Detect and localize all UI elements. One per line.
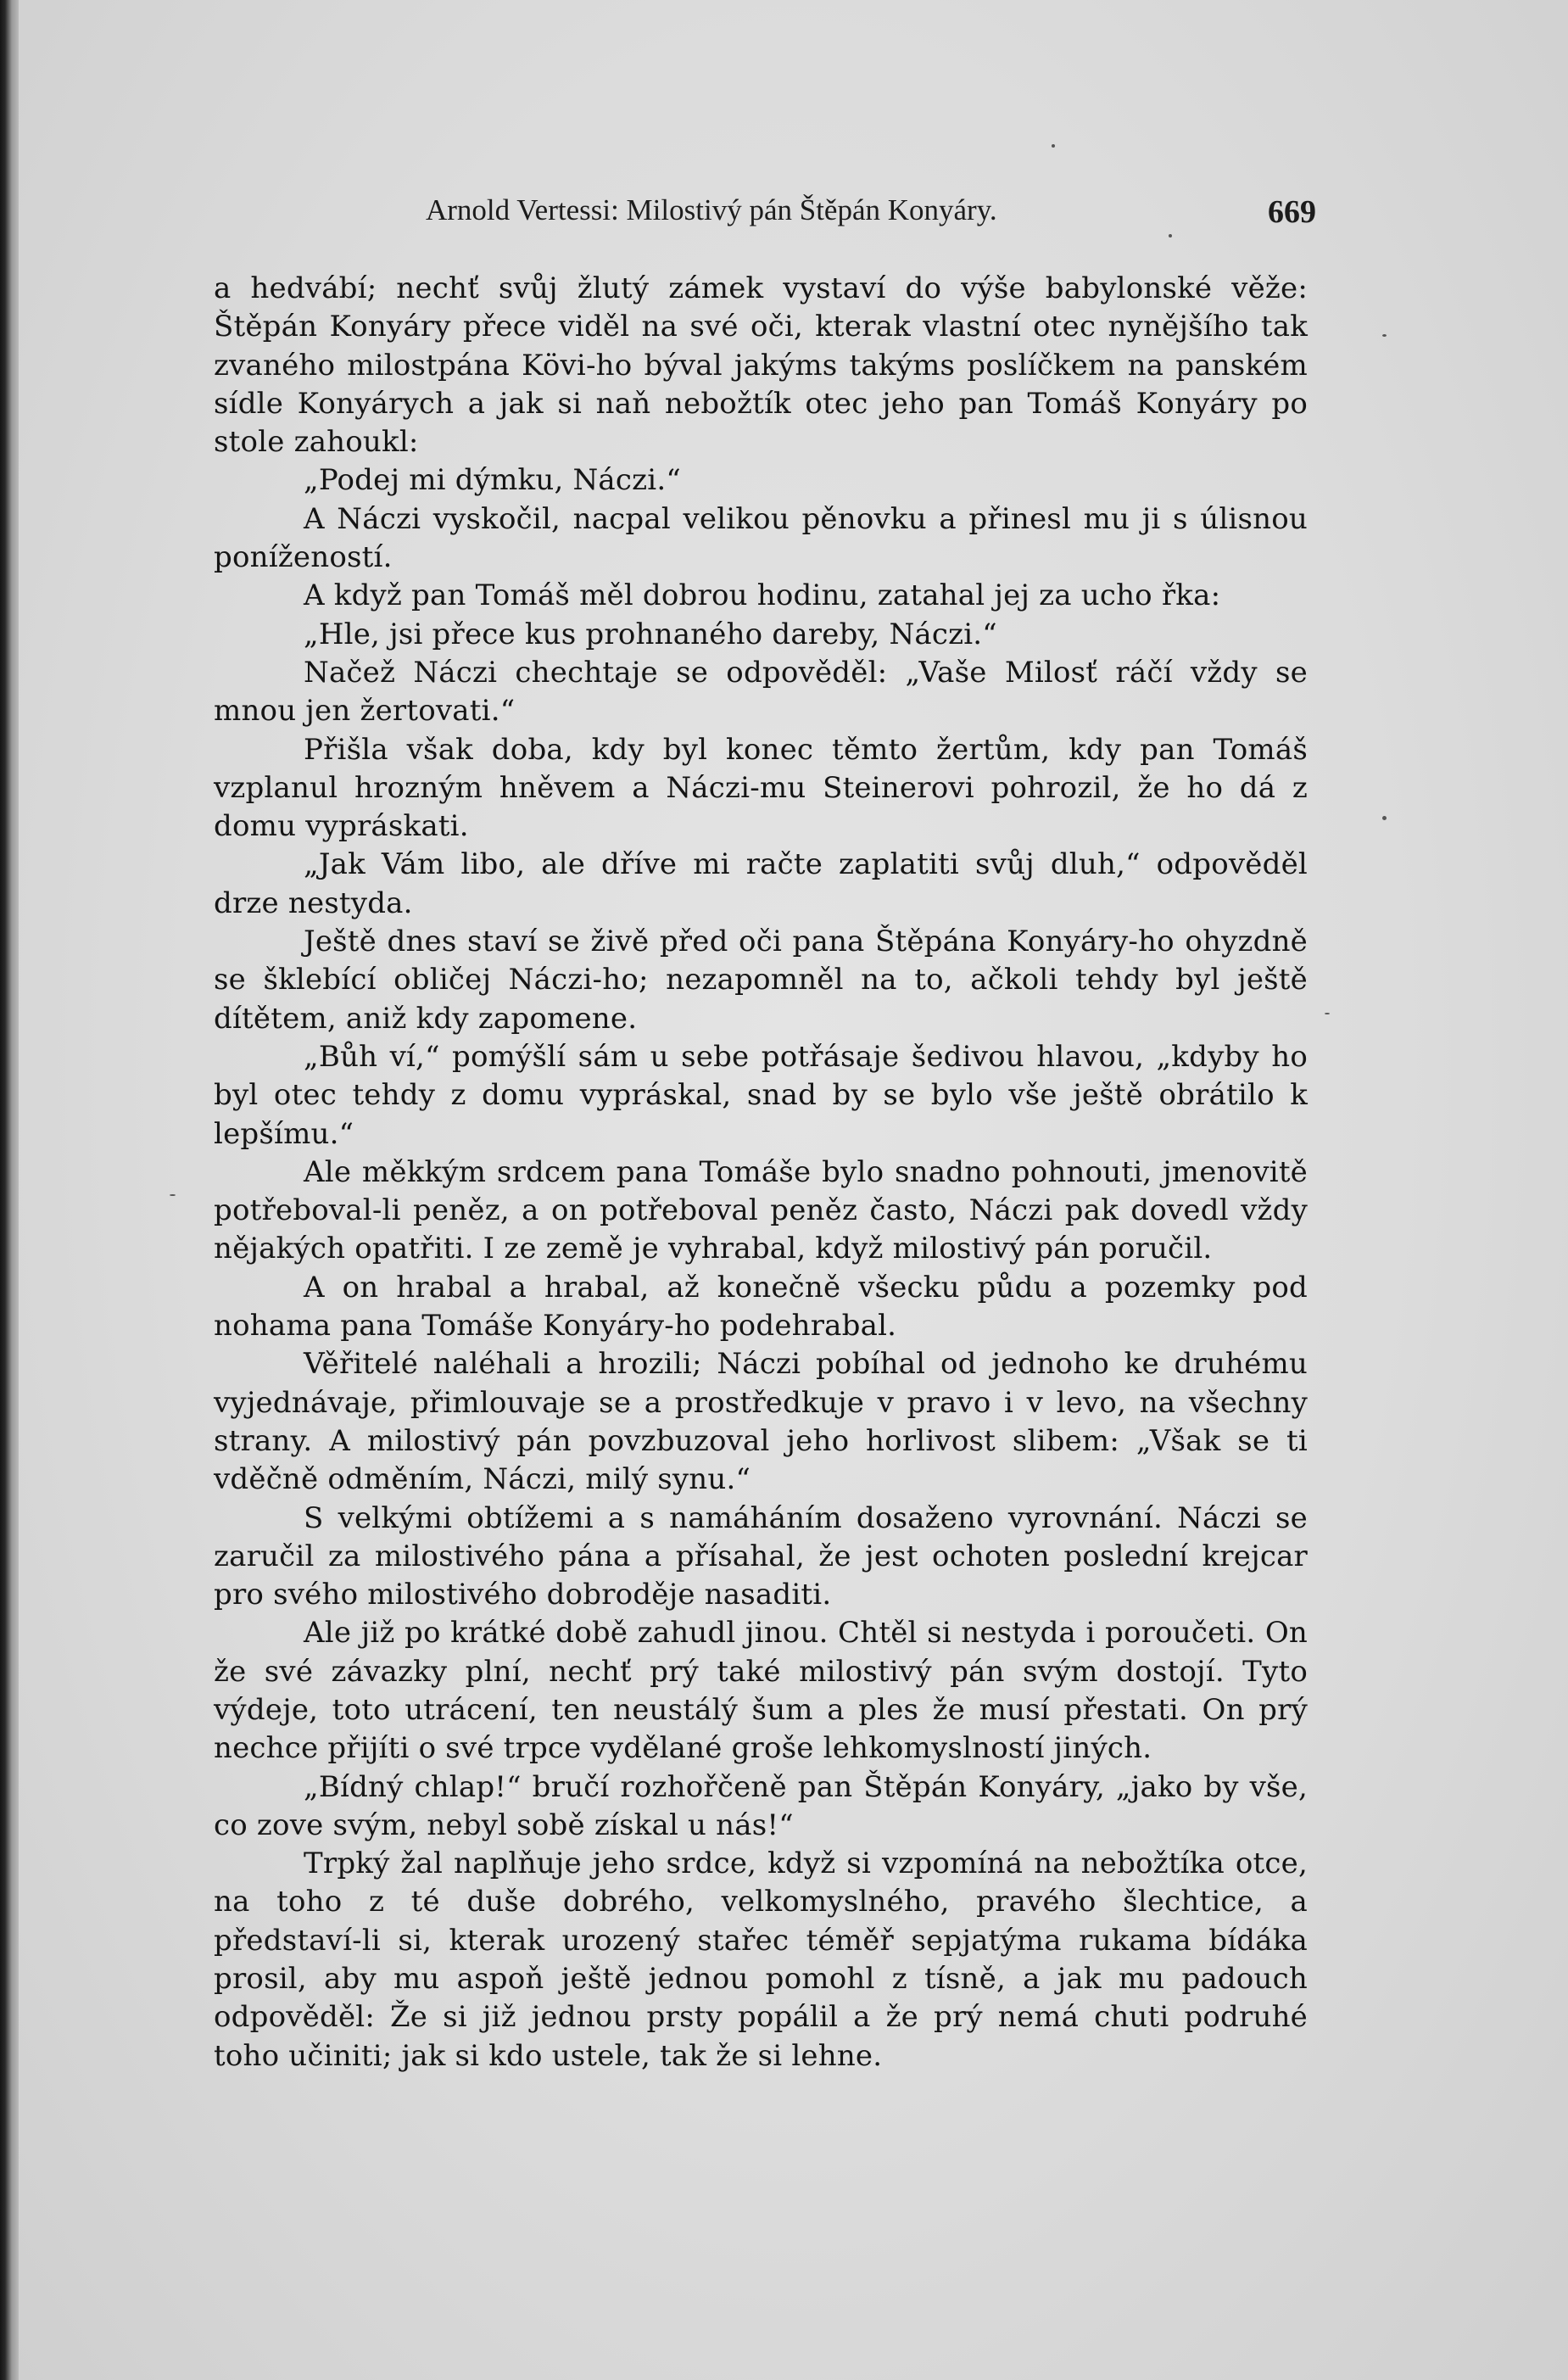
paragraph: „Podej mi dýmku, Náczi.“ bbox=[304, 463, 681, 498]
paper-speck bbox=[1325, 1013, 1330, 1014]
paragraph: A Náczi vyskočil, nacpal velikou pěnovku a přinesl mu ji s úlisnou ponížeností. bbox=[214, 501, 1308, 575]
paragraph: a hedvábí; nechť svůj žlutý zámek vystaví do výše babylonské věže: Štěpán Konyáry přece viděl na své oči, kterak vlastní otec nynějšího tak zvaného milostpána Kövi-ho býval jakýms takýms poslíčkem na panském sídle Konyárych a jak si naň nebožtík otec jeho pan Tomáš Konyáry po stole zahoukl: bbox=[214, 271, 1308, 460]
book-page bbox=[19, 0, 1568, 2380]
paragraph: A on hrabal a hrabal, až konečně všecku půdu a pozemky pod nohama pana Tomáše Konyáry-ho podehrabal. bbox=[214, 1270, 1308, 1344]
paragraph: „Bídný chlap!“ bručí rozhořčeně pan Štěpán Konyáry, „jako by vše, co zove svým, nebyl sobě získal u nás!“ bbox=[214, 1769, 1308, 1842]
paragraph: Věřitelé naléhali a hrozili; Náczi pobíhal od jednoho ke druhému vyjednávaje, přimlouvaje se a prostředkuje v pravo i v levo, na všechny strany. A milostivý pán povzbuzoval jeho horlivost slibem: „Však se ti vděčně odměním, Náczi, milý synu.“ bbox=[214, 1347, 1308, 1497]
paragraph: Načež Náczi chechtaje se odpověděl: „Vaše Milosť ráčí vždy se mnou jen žertovati.“ bbox=[214, 655, 1308, 729]
paragraph: A když pan Tomáš měl dobrou hodinu, zatahal jej za ucho řka: bbox=[304, 578, 1221, 613]
paper-speck bbox=[1382, 816, 1387, 820]
paper-speck bbox=[170, 1194, 176, 1196]
paragraph: Ještě dnes staví se živě před oči pana Štěpána Konyáry-ho ohyzdně se šklebící obličej Náczi-ho; nezapomněl na to, ačkoli tehdy byl ještě dítětem, aniž kdy zapomene. bbox=[214, 925, 1308, 1036]
running-header bbox=[426, 193, 1316, 236]
paragraph: Ale již po krátké době zahudl jinou. Chtěl si nestyda i poroučeti. On že své závazky plní, nechť prý také milostivý pán svým dostojí. Tyto výdeje, toto utrácení, ten neustálý šum a ples že musí přestati. On prý nechce přijíti o své trpce vydělané groše lehkomyslností jiných. bbox=[214, 1616, 1308, 1766]
paragraph: „Hle, jsi přece kus prohnaného dareby, Náczi.“ bbox=[304, 617, 997, 651]
paragraph: „Bůh ví,“ pomýšlí sám u sebe potřásaje šedivou hlavou, „kdyby ho byl otec tehdy z domu vypráskal, snad by se bylo vše ještě obrátilo k lepšímu.“ bbox=[214, 1039, 1308, 1151]
paper-speck bbox=[1169, 234, 1172, 237]
paper-speck bbox=[1382, 334, 1387, 337]
paragraph: Ale měkkým srdcem pana Tomáše bylo snadno pohnouti, jmenovitě potřeboval-li peněz, a on potřeboval peněz často, Náczi pak dovedl vždy nějakých opatřiti. I ze země je vyhrabal, když milostivý pán poručil. bbox=[214, 1154, 1308, 1266]
paragraph: S velkými obtížemi a s namáháním dosaženo vyrovnání. Náczi se zaručil za milostivého pána a přísahal, že jest ochoten poslední krejcar pro svého milostivého dobroděje nasaditi. bbox=[214, 1500, 1308, 1612]
paragraph: Trpký žal naplňuje jeho srdce, když si vzpomíná na nebožtíka otce, na toho z té duše dobrého, velkomyslného, pravého šlechtice, a představí-li si, kterak urozený stařec téměř sepjatýma rukama bídáka prosil, aby mu aspoň ještě jednou pomohl z tísně, a jak mu padouch odpověděl: Že si již jednou prsty popálil a že prý nemá chuti podruhé toho učiniti; jak si kdo ustele, tak že si lehne. bbox=[214, 1846, 1308, 2073]
paragraph: „Jak Vám libo, ale dříve mi račte zaplatiti svůj dluh,“ odpověděl drze nestyda. bbox=[214, 847, 1308, 920]
page-number: 669 bbox=[1268, 194, 1316, 230]
paper-speck bbox=[1052, 144, 1055, 148]
paragraph: Přišla však doba, kdy byl konec těmto žertům, kdy pan Tomáš vzplanul hrozným hněvem a Náczi-mu Steinerovi pohrozil, že ho dá z domu vypráskati. bbox=[214, 732, 1308, 844]
running-title: Arnold Vertessi: Milostivý pán Štěpán Konyáry. bbox=[426, 193, 997, 226]
body-text bbox=[214, 270, 1308, 2076]
